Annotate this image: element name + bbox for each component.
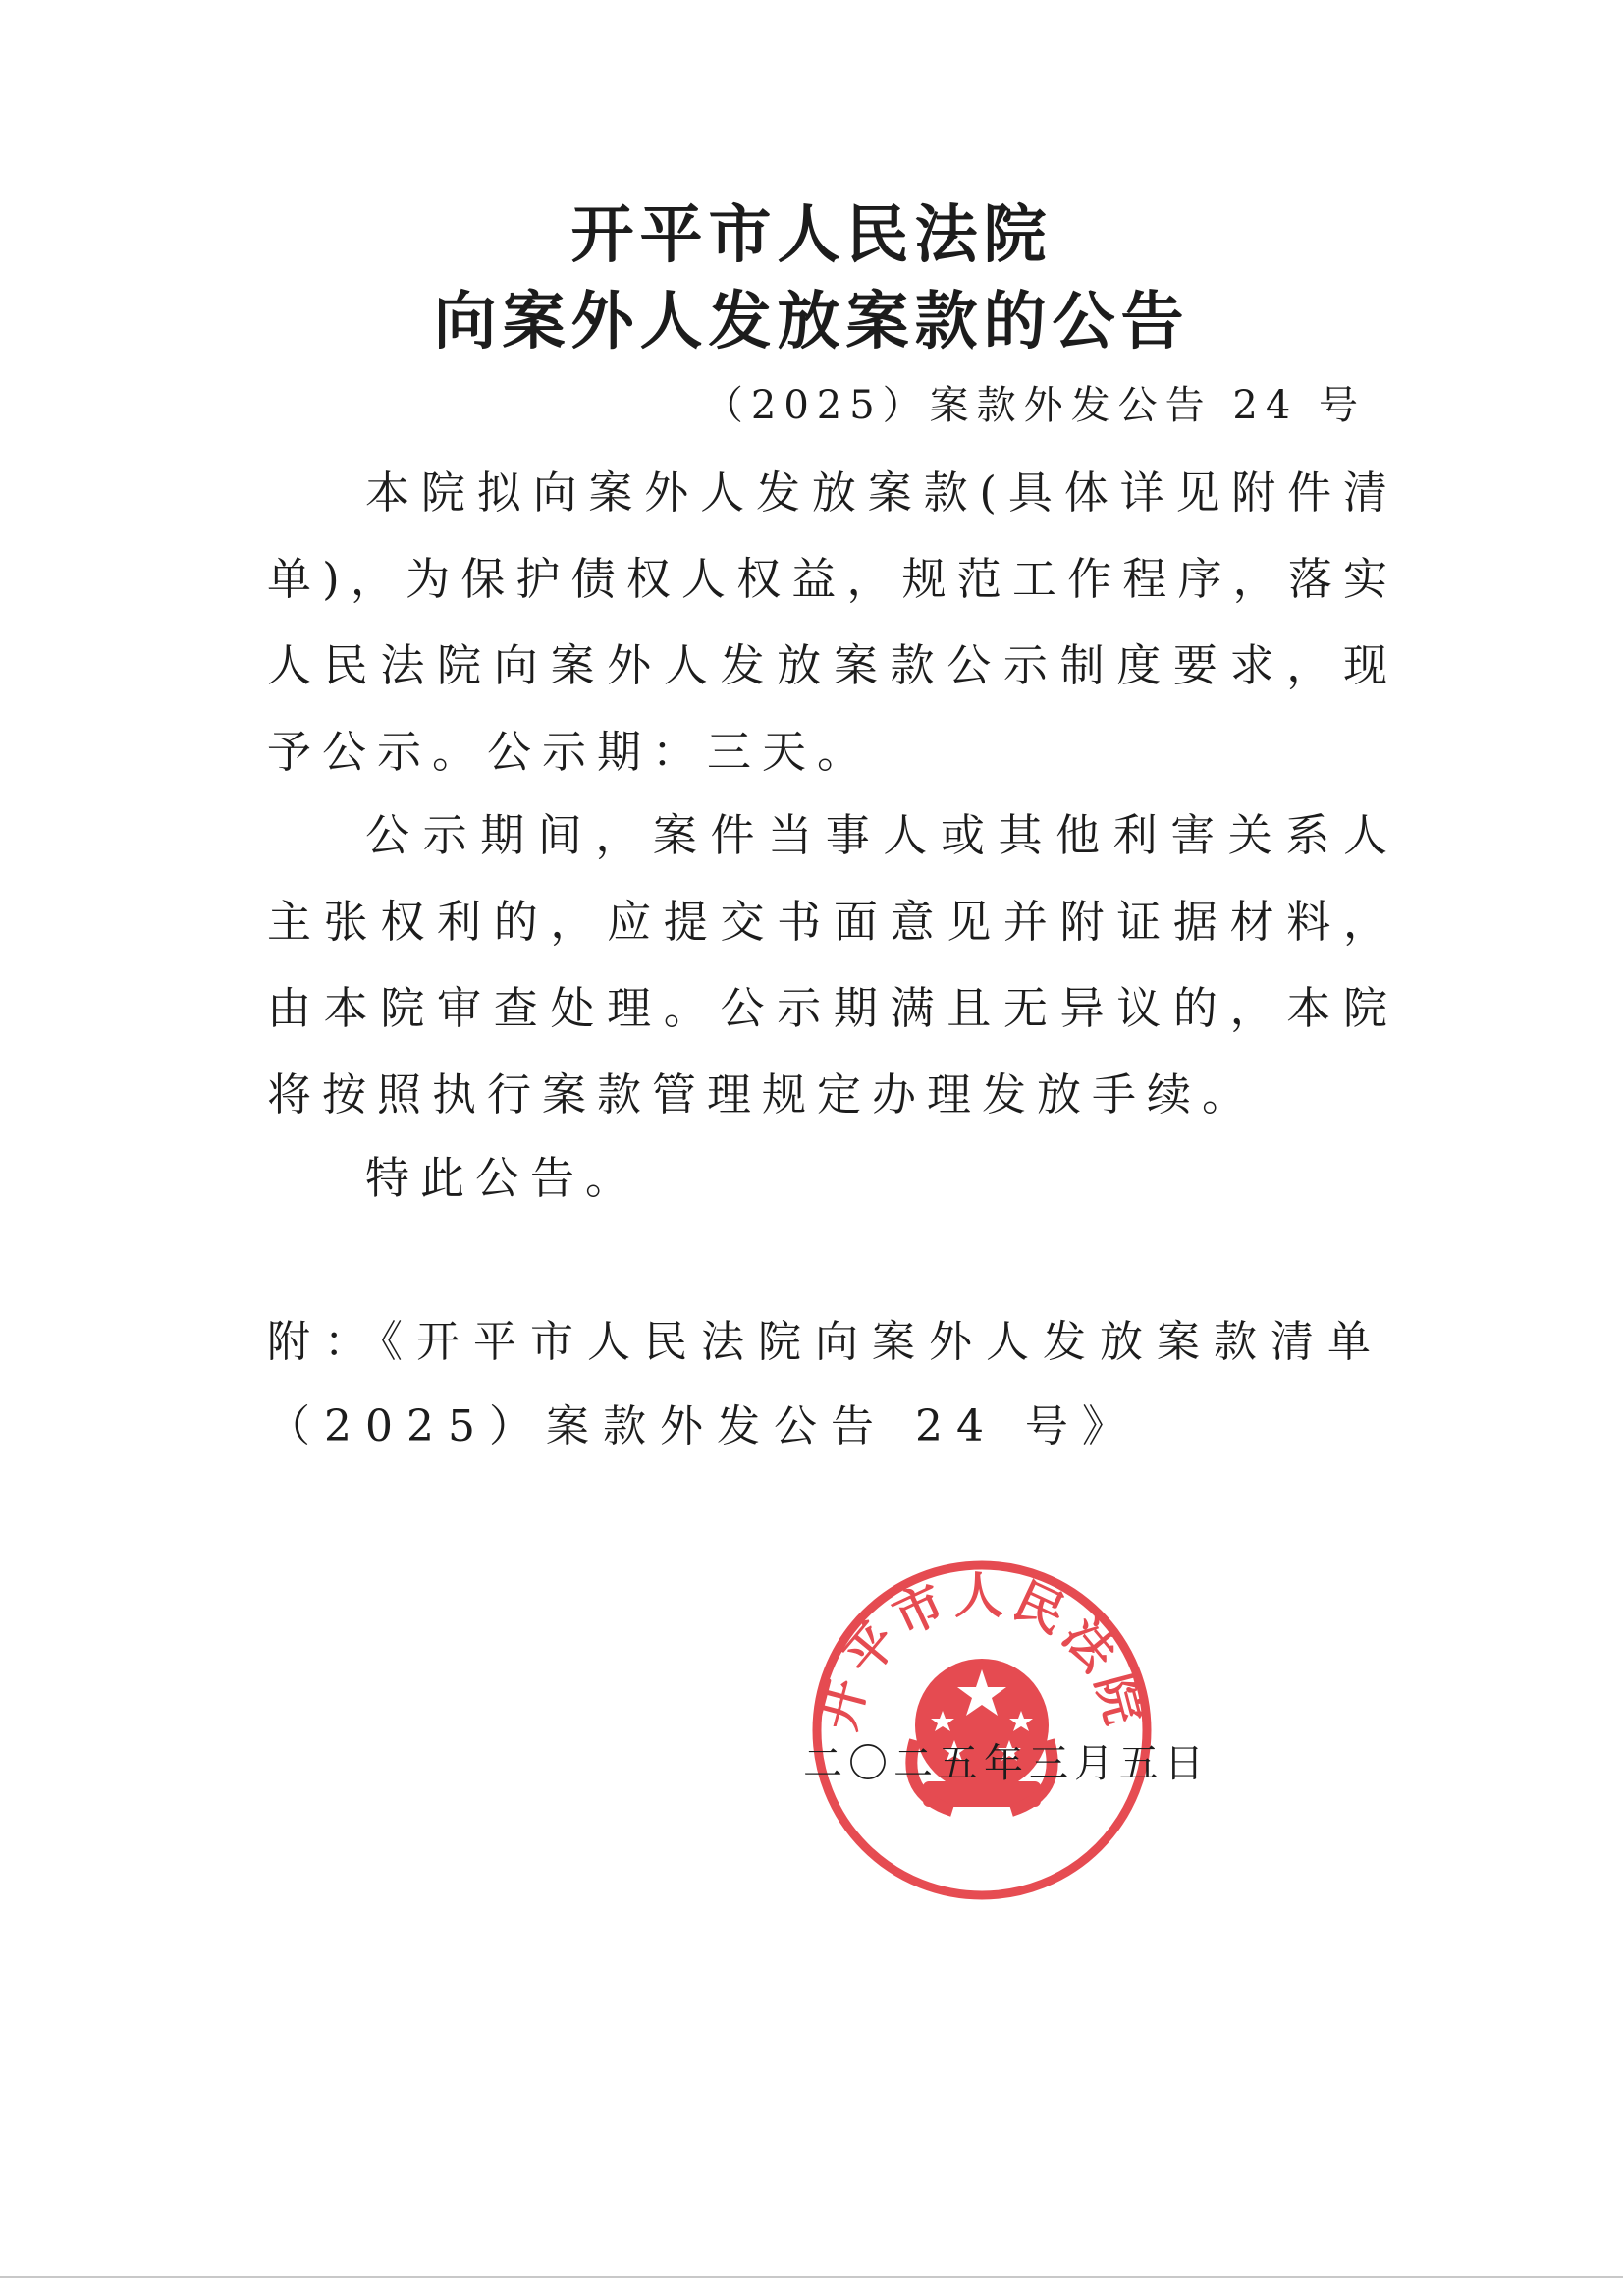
signature-date: 二〇二五年三月五日 [803,1741,1210,1786]
title-court-name: 开平市人民法院 [570,199,1053,272]
body-paragraph-notice: 本院拟向案外人发放案款(具体详见附件清单)，为保护债权人权益，规范工作程序，落实人民法院向案外人发放案款公示制度要求，现予公示。公示期：三天。 [267,466,1398,778]
seal-arc-text: 开平市人民法院 [809,1566,1155,1736]
document-number: （2025）案款外发公告 24 号 [703,383,1366,428]
attachment-note: 附：《开平市人民法院向案外人发放案款清单（2025）案款外发公告 24 号》 [267,1317,1384,1451]
title-notice-subject: 向案外人发放案款的公告 [433,286,1190,358]
body-paragraph-objection: 公示期间，案件当事人或其他利害关系人主张权利的，应提交书面意见并附证据材料，由本院审查处理。公示期满且无异议的，本院将按照执行案款管理规定办理发放手续。 [267,809,1398,1121]
scan-edge-line [0,2276,1623,2278]
body-paragraph-closing: 特此公告。 [365,1152,641,1204]
court-seal-stamp [805,1554,1159,1907]
